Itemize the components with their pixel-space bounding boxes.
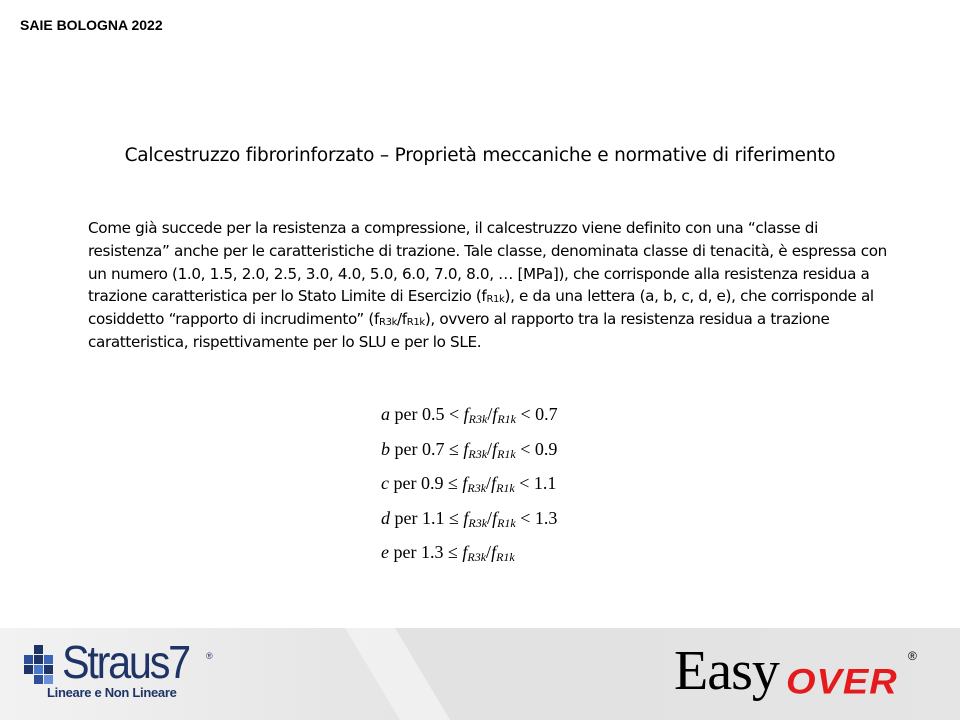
straus7-logo [22,636,222,703]
easyover-registered-mark: ® [908,649,917,663]
event-header: SAIE BOLOGNA 2022 [20,17,163,33]
toughness-class-formulas [381,402,558,575]
paragraph-subscript-3: R1k [406,317,425,329]
paragraph-text-3: /f [397,310,407,329]
straus7-registered-mark: ® [206,651,213,661]
paragraph-subscript-2: R3k [378,317,398,329]
formula-row-d: d per $1.1 \le f_{R3k}/f_{R1k} < 1.3$ [381,507,558,530]
formula-row-a: a per $0.5 < f_{R3k}/f_{R1k} < 0.7$ [381,404,558,426]
paragraph-subscript-1: R1k [486,294,505,306]
straus7-subtitle: Lineare e Non Lineare [47,685,177,700]
easyover-easy-text: Easy [674,640,779,702]
paragraph-text-2: ), e da una lettera (a, b, c, d, e), che corrisponde al cosiddetto “rapporto di incrudimento” (f [88,287,874,329]
straus7-wordmark: Straus7 [62,636,189,688]
easyover-logo [674,640,934,705]
body-paragraph [88,217,888,354]
paragraph-text-4: ), ovvero al rapporto tra la resistenza residua a trazione caratteristica, rispettivamente per lo SLU e per lo SLE. [88,310,830,351]
paragraph-text-1: Come già succede per la resistenza a compressione, il calcestruzzo viene definito con una “classe di resistenza” anche per le caratteristiche di trazione. Tale classe, denominata classe di tenacità, è espressa con un numero (1.0, 1.5, 2.0, 2.5, 3.0, 4.0, 5.0, 6.0, 7.0, 8.0, … [MPa]), che corrisponde alla resistenza residua a trazione caratteristica per lo Stato Limite di Esercizio (f [88,219,887,306]
formula-row-b: b per $0.7 \le f_{R3k}/f_{R1k} < 0.9$ [381,438,558,461]
formula-row-e: e per $1.3 \le f_{R3k}/f_{R1k}$ [381,542,515,564]
formula-row-c: c per $0.9 \le f_{R3k}/f_{R1k} < 1.1$ [381,473,557,495]
straus7-squares-icon [22,645,62,685]
slide-title: Calcestruzzo fibrorinforzato – Proprietà meccaniche e normative di riferimento [124,145,836,166]
easyover-over-text: OVER [786,663,898,702]
